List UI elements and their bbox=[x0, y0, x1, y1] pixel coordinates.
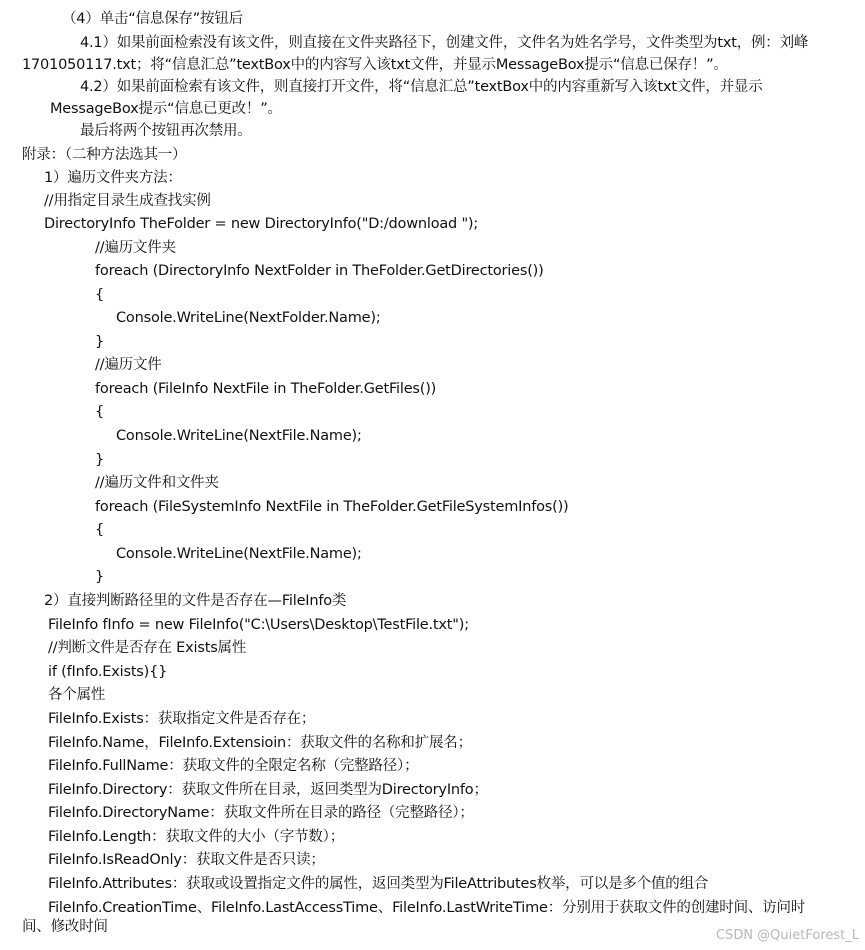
code-line: //判断文件是否存在 Exists属性 bbox=[48, 640, 247, 656]
code-line: { bbox=[95, 404, 105, 420]
step41-line2: 1701050117.txt；将“信息汇总”textBox中的内容写入该txt文件，并显示MessageBox提示“信息已保存！”。 bbox=[22, 57, 728, 73]
step42-line2: MessageBox提示“信息已更改！”。 bbox=[50, 101, 282, 117]
appendix-title: 附录：（二种方法选其一） bbox=[22, 147, 187, 163]
csdn-watermark: CSDN @QuietForest_L bbox=[715, 928, 859, 943]
code-line: } bbox=[95, 452, 105, 468]
step41-line1: 4.1）如果前面检索没有该文件，则直接在文件夹路径下，创建文件，文件名为姓名学号，文件类型为txt，例：刘峰 bbox=[80, 35, 809, 51]
step4-final: 最后将两个按钮再次禁用。 bbox=[80, 123, 252, 139]
property-item: FileInfo.Attributes：获取或设置指定文件的属性，返回类型为FileAttributes枚举，可以是多个值的组合 bbox=[48, 876, 709, 892]
property-item-last-line1: FileInfo.CreationTime、FileInfo.LastAccessTime、FileInfo.LastWriteTime：分别用于获取文件的创建时间、访问时 bbox=[48, 900, 806, 916]
property-item: FileInfo.DirectoryName：获取文件所在目录的路径（完整路径）； bbox=[48, 805, 474, 821]
code-line: Console.WriteLine(NextFolder.Name); bbox=[116, 310, 381, 326]
code-line: } bbox=[95, 569, 105, 585]
method2-title: 2）直接判断路径里的文件是否存在—FileInfo类 bbox=[44, 593, 347, 609]
property-item: FileInfo.Directory：获取文件所在目录，返回类型为DirectoryInfo； bbox=[48, 782, 488, 798]
code-line: FileInfo fInfo = new FileInfo("C:\Users\Desktop\TestFile.txt"); bbox=[48, 617, 469, 633]
step4-heading: （4）单击“信息保存”按钮后 bbox=[62, 11, 243, 27]
method1-title: 1）遍历文件夹方法： bbox=[44, 170, 182, 186]
properties-title: 各个属性 bbox=[48, 687, 106, 703]
property-item: FileInfo.IsReadOnly：获取文件是否只读； bbox=[48, 852, 325, 868]
code-line: Console.WriteLine(NextFile.Name); bbox=[116, 546, 362, 562]
code-line: //遍历文件和文件夹 bbox=[95, 475, 219, 491]
property-item: FileInfo.Length：获取文件的大小（字节数）； bbox=[48, 829, 345, 845]
property-item-last-line2: 间、修改时间 bbox=[22, 919, 108, 935]
code-line: { bbox=[95, 522, 105, 538]
property-item: FileInfo.Exists：获取指定文件是否存在； bbox=[48, 711, 316, 727]
property-item: FileInfo.FullName：获取文件的全限定名称（完整路径）； bbox=[48, 758, 419, 774]
code-line: if (fInfo.Exists){} bbox=[48, 664, 168, 680]
code-line: } bbox=[95, 334, 105, 350]
code-line: //遍历文件夹 bbox=[95, 240, 176, 256]
code-line: foreach (FileSystemInfo NextFile in TheFolder.GetFileSystemInfos()) bbox=[95, 499, 569, 515]
code-line: Console.WriteLine(NextFile.Name); bbox=[116, 428, 362, 444]
code-line: { bbox=[95, 287, 105, 303]
code-line: DirectoryInfo TheFolder = new DirectoryInfo("D:/download "); bbox=[44, 216, 479, 232]
code-line: //用指定目录生成查找实例 bbox=[44, 193, 211, 209]
code-line: foreach (FileInfo NextFile in TheFolder.GetFiles()) bbox=[95, 381, 437, 397]
code-line: //遍历文件 bbox=[95, 357, 162, 373]
property-item: FileInfo.Name，FileInfo.Extensioin：获取文件的名称和扩展名； bbox=[48, 735, 472, 751]
code-line: foreach (DirectoryInfo NextFolder in TheFolder.GetDirectories()) bbox=[95, 263, 544, 279]
step42-line1: 4.2）如果前面检索有该文件，则直接打开文件，将“信息汇总”textBox中的内容重新写入该txt文件，并显示 bbox=[80, 79, 763, 95]
